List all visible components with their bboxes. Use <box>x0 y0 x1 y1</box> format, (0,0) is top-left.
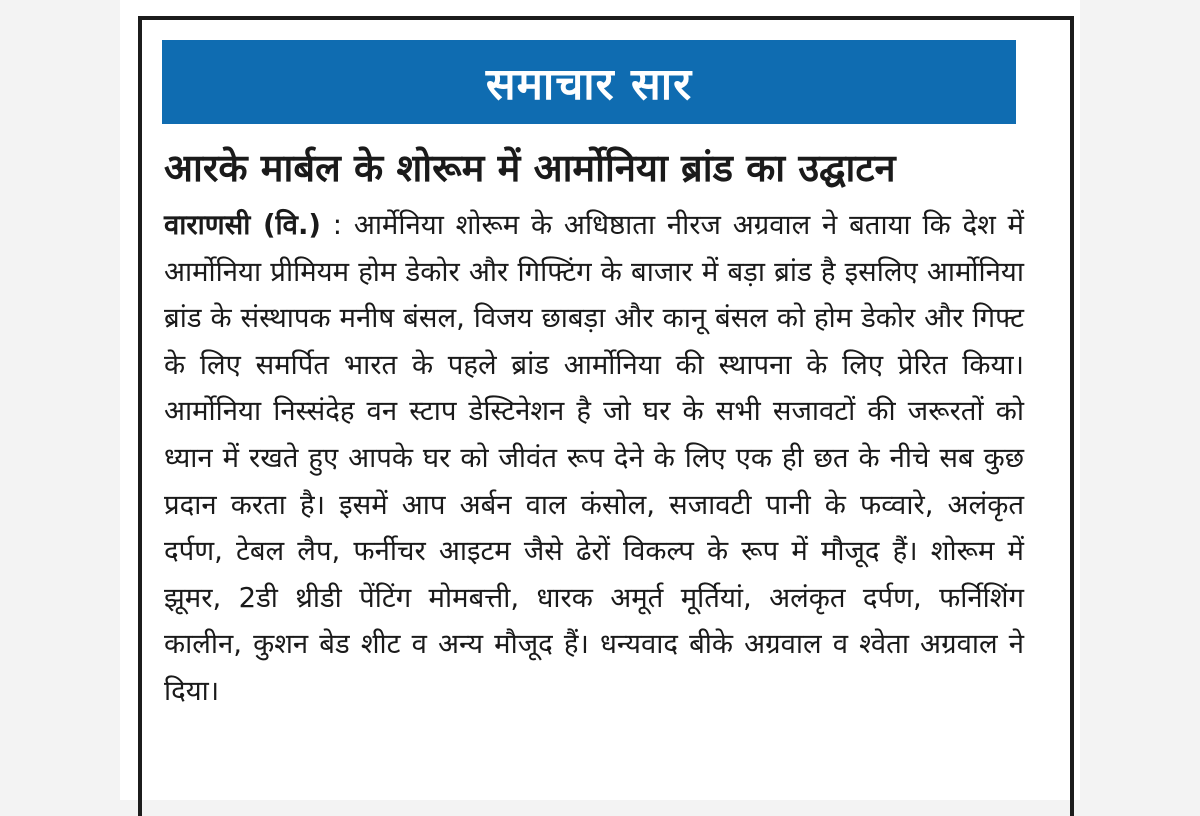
section-banner <box>162 40 1016 124</box>
newspaper-page <box>120 0 1080 800</box>
dateline-separator: : <box>321 209 354 241</box>
article-body-text: आर्मेनिया शोरूम के अधिष्ठाता नीरज अग्रवाल ने बताया कि देश में आर्मोनिया प्रीमियम होम डेकोर और गिफ्टिंग के बाजार में बड़ा ब्रांड है इसलिए आर्मोनिया ब्रांड के संस्थापक मनीष बंसल, विजय छाबड़ा और कानू बंसल को होम डेकोर और गिफ्ट के लिए समर्पित भारत के पहले ब्रांड आर्मोनिया की स्थापना के लिए प्रेरित किया। आर्मोनिया निस्संदेह वन स्टाप डेस्टिनेशन है जो घर के सभी सजावटों की जरूरतों को ध्यान में रखते हुए आपके घर को जीवंत रूप देने के लिए एक ही छत के नीचे सब कुछ प्रदान करता है। इसमें आप अर्बन वाल कंसोल, सजावटी पानी के फव्वारे, अलंकृत दर्पण, टेबल लैप, फर्नीचर आइटम जैसे ढेरों विकल्प के रूप में मौजूद हैं। शोरूम में झूमर, 2डी थ्रीडी पेंटिंग मोमबत्ती, धारक अमूर्त मूर्तियां, अलंकृत दर्पण, फर्निशिंग कालीन, कुशन बेड शीट व अन्य मौजूद हैं। धन्यवाद बीके अग्रवाल व श्वेता अग्रवाल ने दिया। <box>164 209 1025 707</box>
section-banner-title: समाचार सार <box>485 59 693 110</box>
article-body <box>164 202 1024 715</box>
article-headline: आरके मार्बल के शोरूम में आर्मोनिया ब्रांड का उद्घाटन <box>164 146 896 190</box>
article-dateline: वाराणसी (वि.) <box>164 209 321 241</box>
